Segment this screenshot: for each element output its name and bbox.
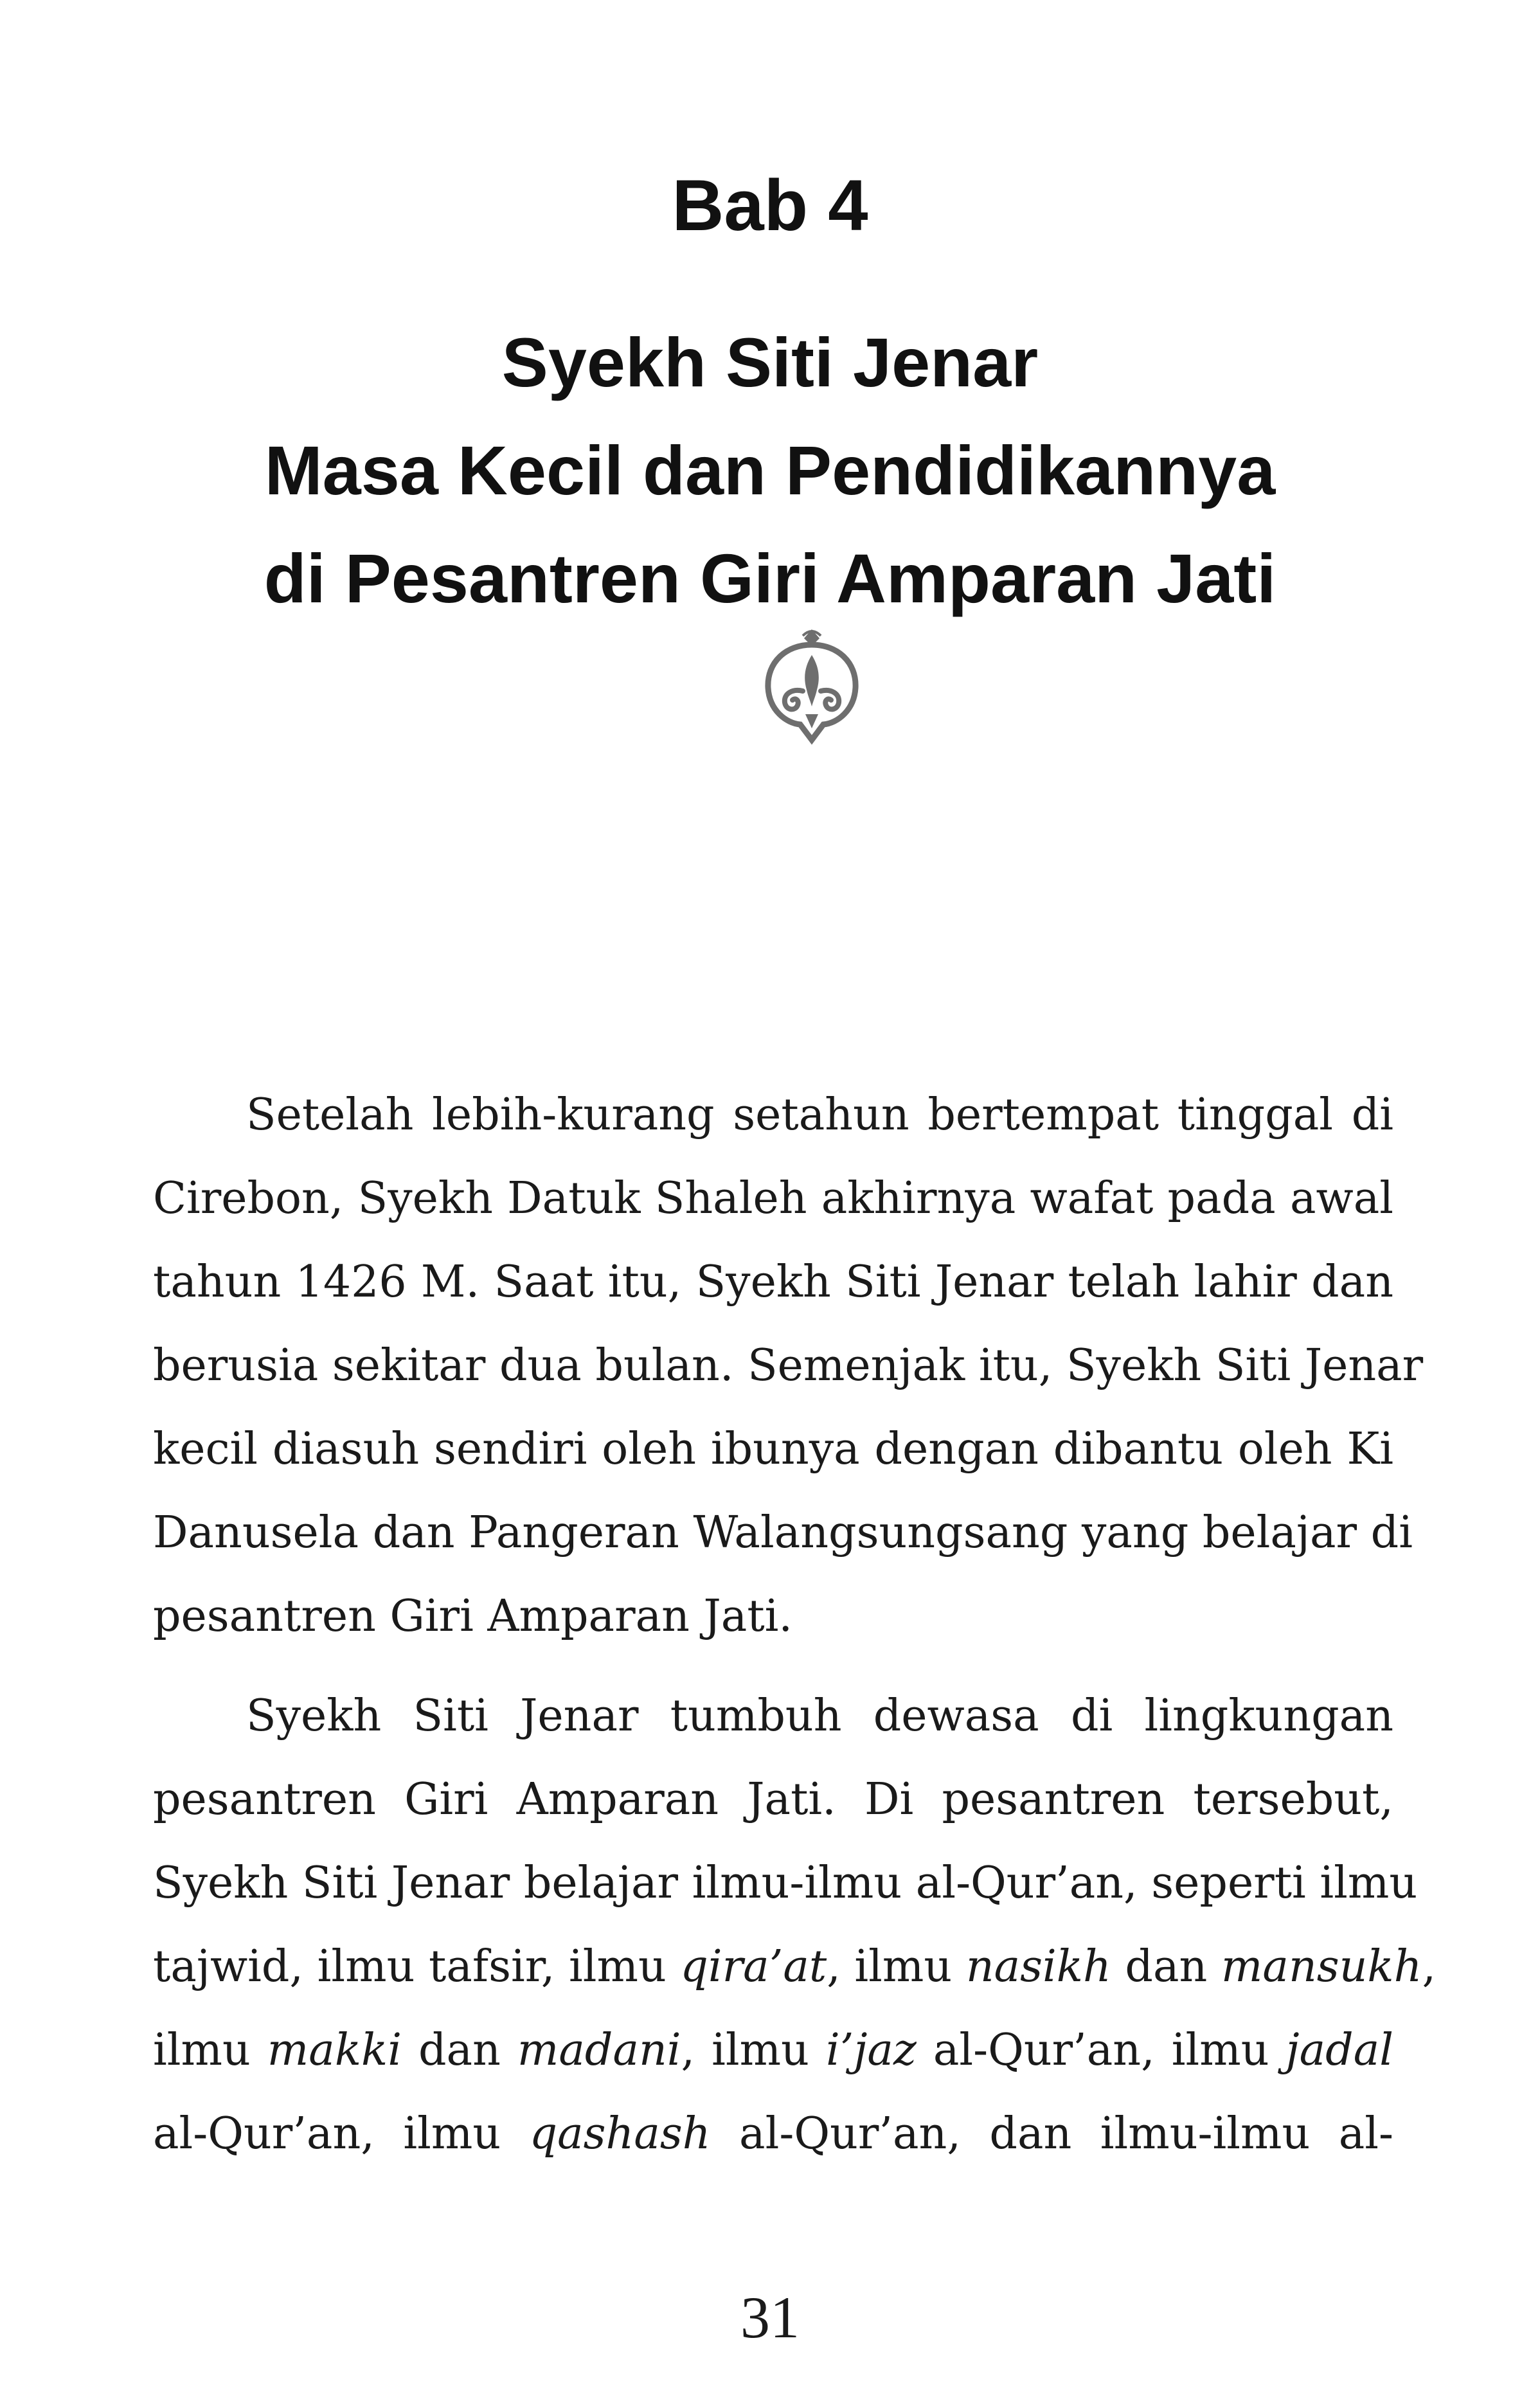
paragraph-2-line-2: pesantren Giri Amparan Jati. Di pesantren tersebut, xyxy=(153,1774,1393,1825)
paragraph-1-line-4: berusia sekitar dua bulan. Semenjak itu, Syekh Siti Jenar xyxy=(153,1340,1424,1391)
fleur-ornament-icon xyxy=(760,627,863,742)
paragraph-1-line-1: Setelah lebih-kurang setahun bertempat tinggal di xyxy=(246,1090,1393,1140)
paragraph-1-line-5: kecil diasuh sendiri oleh ibunya dengan dibantu oleh Ki xyxy=(153,1424,1393,1475)
text-segment: al-Qur’an, ilmu xyxy=(153,2108,530,2159)
paragraph-1-line-6: Danusela dan Pangeran Walangsungsang yang belajar di xyxy=(153,1507,1413,1558)
paragraph-1-line-7: pesantren Giri Amparan Jati. xyxy=(153,1591,793,1642)
italic-term: i’jaz xyxy=(825,2025,917,2076)
paragraph-1-line-2: Cirebon, Syekh Datuk Shaleh akhirnya wafat pada awal xyxy=(153,1173,1393,1224)
text-segment: al-Qur’an, ilmu xyxy=(916,2025,1286,2076)
text-segment: ilmu xyxy=(153,2025,267,2076)
chapter-title-line-3: di Pesantren Giri Amparan Jati xyxy=(264,539,1276,617)
chapter-title-line-1: Syekh Siti Jenar xyxy=(501,323,1039,401)
text-segment: tajwid, ilmu tafsir, ilmu xyxy=(153,1941,681,1992)
text-segment: dan xyxy=(401,2025,517,2076)
paragraph-2-line-3: Syekh Siti Jenar belajar ilmu-ilmu al-Qur’an, seperti ilmu xyxy=(153,1858,1418,1909)
italic-term: makki xyxy=(267,2025,402,2076)
italic-term: madani xyxy=(517,2025,681,2076)
italic-term: qashash xyxy=(529,2108,711,2159)
italic-term: qira’at xyxy=(680,1941,827,1992)
paragraph-2 xyxy=(153,1675,1437,2176)
paragraph-1-line-3: tahun 1426 M. Saat itu, Syekh Siti Jenar telah lahir dan xyxy=(153,1257,1393,1307)
italic-term: nasikh xyxy=(965,1941,1111,1992)
chapter-title xyxy=(0,309,1540,633)
chapter-title-line-2: Masa Kecil dan Pendidikannya xyxy=(264,431,1276,509)
paragraph-1 xyxy=(153,1074,1424,1658)
italic-term: mansukh xyxy=(1221,1941,1422,1992)
text-segment: , ilmu xyxy=(827,1941,966,1992)
text-segment: , ilmu xyxy=(681,2025,826,2076)
text-segment: , xyxy=(1422,1941,1437,1992)
paragraph-2-line-6 xyxy=(153,2092,1393,2176)
paragraph-2-line-1: Syekh Siti Jenar tumbuh dewasa di lingkungan xyxy=(246,1691,1393,1741)
text-segment: dan xyxy=(1111,1941,1221,1992)
paragraph-2-line-5 xyxy=(153,2009,1393,2092)
text-segment: al-Qur’an, dan ilmu-ilmu al- xyxy=(710,2108,1393,2159)
italic-term: jadal xyxy=(1285,2025,1393,2076)
chapter-label: Bab 4 xyxy=(672,165,868,246)
page-number: 31 xyxy=(740,2285,800,2350)
paragraph-2-line-4 xyxy=(153,1925,1437,2009)
